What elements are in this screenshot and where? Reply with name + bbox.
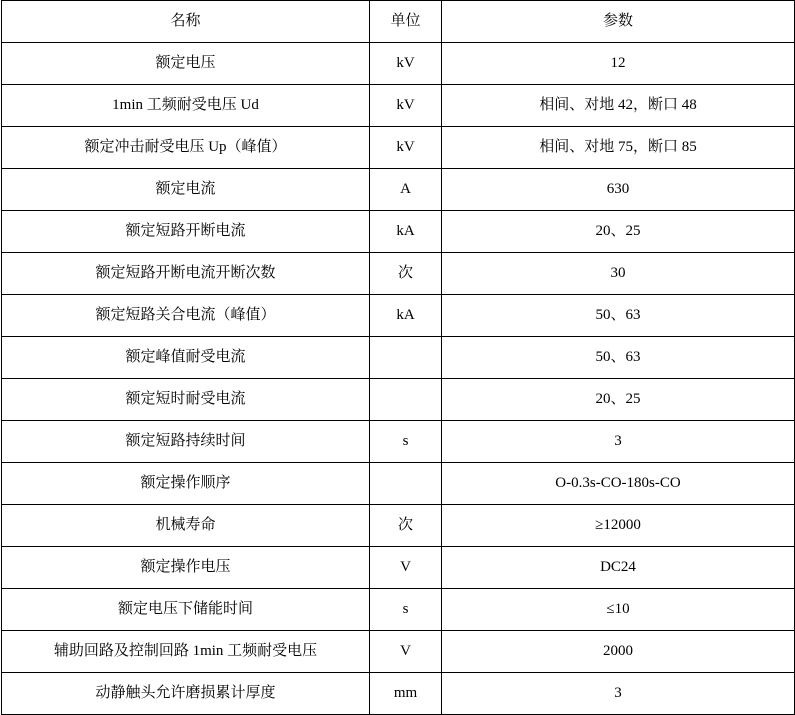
cell-param: 3	[442, 673, 795, 715]
cell-param: 30	[442, 253, 795, 295]
table-row	[2, 337, 795, 379]
table-row	[2, 379, 795, 421]
column-header-name: 名称	[2, 1, 370, 43]
table-row	[2, 43, 795, 85]
column-header-unit: 单位	[370, 1, 442, 43]
table-row	[2, 295, 795, 337]
cell-param: 12	[442, 43, 795, 85]
cell-name: 1min 工频耐受电压 Ud	[2, 85, 370, 127]
cell-name: 额定峰值耐受电流	[2, 337, 370, 379]
cell-name: 额定操作电压	[2, 547, 370, 589]
cell-param: 20、25	[442, 379, 795, 421]
table-row	[2, 589, 795, 631]
table-row	[2, 505, 795, 547]
cell-unit: A	[370, 169, 442, 211]
cell-unit: V	[370, 631, 442, 673]
cell-name: 额定短路持续时间	[2, 421, 370, 463]
cell-param: 3	[442, 421, 795, 463]
cell-name: 额定短路开断电流	[2, 211, 370, 253]
cell-unit: s	[370, 589, 442, 631]
cell-param: 630	[442, 169, 795, 211]
table-row	[2, 631, 795, 673]
cell-param: 相间、对地 42，断口 48	[442, 85, 795, 127]
cell-name: 动静触头允许磨损累计厚度	[2, 673, 370, 715]
cell-unit: kV	[370, 85, 442, 127]
cell-unit	[370, 379, 442, 421]
table-body	[2, 43, 795, 715]
cell-name: 额定短路关合电流（峰值）	[2, 295, 370, 337]
cell-param: 50、63	[442, 337, 795, 379]
cell-param: 50、63	[442, 295, 795, 337]
cell-unit: 次	[370, 505, 442, 547]
cell-unit: 次	[370, 253, 442, 295]
cell-param: ≥12000	[442, 505, 795, 547]
table-row	[2, 421, 795, 463]
table-header-row	[2, 1, 795, 43]
cell-name: 额定短时耐受电流	[2, 379, 370, 421]
table-row	[2, 169, 795, 211]
cell-param: DC24	[442, 547, 795, 589]
cell-name: 额定冲击耐受电压 Up（峰值）	[2, 127, 370, 169]
table-row	[2, 253, 795, 295]
cell-name: 额定操作顺序	[2, 463, 370, 505]
cell-unit: kA	[370, 295, 442, 337]
table-row	[2, 211, 795, 253]
cell-name: 辅助回路及控制回路 1min 工频耐受电压	[2, 631, 370, 673]
cell-unit: kV	[370, 127, 442, 169]
cell-name: 额定电流	[2, 169, 370, 211]
specification-table	[1, 0, 795, 715]
cell-unit	[370, 337, 442, 379]
cell-param: ≤10	[442, 589, 795, 631]
cell-name: 机械寿命	[2, 505, 370, 547]
cell-unit: kV	[370, 43, 442, 85]
cell-unit	[370, 463, 442, 505]
cell-name: 额定电压下储能时间	[2, 589, 370, 631]
table-row	[2, 463, 795, 505]
cell-name: 额定短路开断电流开断次数	[2, 253, 370, 295]
table-header	[2, 1, 795, 43]
table-row	[2, 547, 795, 589]
cell-param: 相间、对地 75，断口 85	[442, 127, 795, 169]
table-row	[2, 85, 795, 127]
cell-name: 额定电压	[2, 43, 370, 85]
cell-unit: mm	[370, 673, 442, 715]
table-row	[2, 127, 795, 169]
cell-unit: V	[370, 547, 442, 589]
table-row	[2, 673, 795, 715]
column-header-param: 参数	[442, 1, 795, 43]
cell-param: 2000	[442, 631, 795, 673]
cell-param: 20、25	[442, 211, 795, 253]
cell-param: O-0.3s-CO-180s-CO	[442, 463, 795, 505]
cell-unit: s	[370, 421, 442, 463]
cell-unit: kA	[370, 211, 442, 253]
